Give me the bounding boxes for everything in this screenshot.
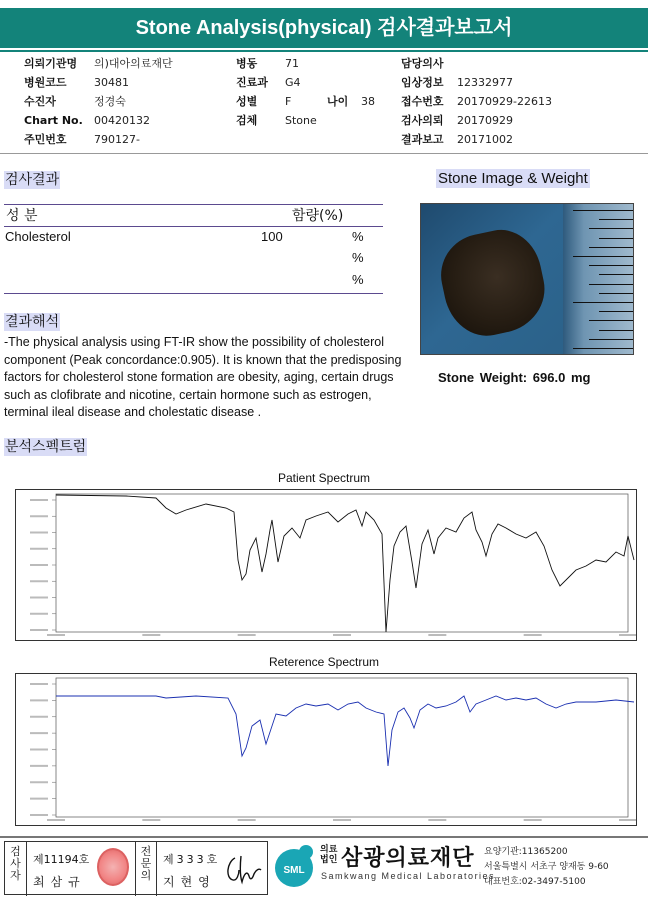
ruler-tick: [573, 302, 633, 303]
stone-weight-label: Stone Weight:: [438, 370, 528, 385]
y-tick-label: [30, 564, 48, 566]
spectrum-section-title: 분석스펙트럼: [5, 439, 87, 455]
footer-divider: [0, 836, 648, 838]
info-value: 71: [285, 57, 299, 70]
interpretation-text: -The physical analysis using FT-IR show the possibility of cholesterol component (Peak concordance:0.905). It is known that the predisposing factors for cholesterol stone formation are obesity, aging, certain drugs such as clofibrate and nicotine, certain hormone such as estrogen, terminal ileal disease and cholestatic disease .: [4, 335, 402, 419]
x-tick-label: [333, 634, 351, 636]
reference-spectrum-title: Reterence Spectrum: [268, 655, 380, 669]
info-row-clinical-info: [401, 73, 552, 92]
cell-unit: %: [352, 250, 364, 265]
info-row-sex-age: [236, 92, 375, 111]
stone-weight-unit: mg: [570, 370, 591, 385]
info-divider: [0, 153, 648, 154]
table-header-rule: [4, 226, 383, 227]
info-row-doctor: [401, 54, 552, 73]
stone-section-title: Stone Image & Weight: [438, 170, 588, 187]
ruler-tick: [589, 320, 633, 321]
y-tick-label: [30, 716, 48, 718]
info-row-hospital-code: [24, 73, 173, 92]
ruler-tick: [573, 256, 633, 257]
info-value-age: 38: [361, 95, 375, 108]
y-tick-label: [30, 580, 48, 582]
info-label: 결과보고: [401, 133, 444, 146]
y-tick-label: [30, 532, 48, 534]
info-row-resident-no: [24, 130, 173, 149]
specialist-license-no: 제333호: [163, 853, 221, 866]
examiner-license-no: 제11194호: [33, 853, 90, 866]
info-value: G4: [285, 76, 301, 89]
info-row-receipt-no: [401, 92, 552, 111]
ruler-tick: [589, 228, 633, 229]
info-label-age: 나이: [327, 95, 349, 108]
results-section-title: 검사결과: [5, 172, 60, 188]
info-value: 정경숙: [94, 95, 126, 108]
specialist-name: 지현영: [163, 875, 216, 889]
y-tick-label: [30, 781, 48, 783]
ruler-tick: [599, 311, 633, 312]
info-row-specimen: [236, 111, 375, 130]
plot-frame: [56, 494, 628, 632]
info-value: 30481: [94, 76, 129, 89]
ruler-tick: [589, 265, 633, 266]
cell-component: Cholesterol: [5, 229, 71, 244]
y-tick-label: [30, 597, 48, 599]
info-label: 임상정보: [401, 76, 444, 89]
institution-code: 요양기관:11365200: [484, 847, 568, 857]
logo-badge-text: SML: [283, 865, 305, 876]
info-value: 00420132: [94, 114, 150, 127]
y-tick-label: [30, 515, 48, 517]
y-tick-label: [30, 814, 48, 816]
x-tick-label: [619, 819, 636, 821]
info-row-ward: [236, 54, 375, 73]
info-value: 20170929: [457, 114, 513, 127]
ruler-tick: [599, 274, 633, 275]
stone-weight-value: 696.0: [532, 370, 566, 385]
reference-spectrum-line: [56, 696, 634, 766]
examiner-seal-icon: [97, 848, 129, 886]
patient-spectrum-title: Patient Spectrum: [277, 471, 371, 485]
reference-spectrum-plot: [15, 673, 637, 826]
info-row-patient: [24, 92, 173, 111]
info-label: 주민번호: [24, 133, 67, 146]
x-tick-label: [142, 634, 160, 636]
ruler-tick: [599, 293, 633, 294]
info-value: 790127-: [94, 133, 140, 146]
info-value-sex: F: [285, 95, 292, 108]
stone-photo: [420, 203, 634, 355]
info-row-department: [236, 73, 375, 92]
stone-weight: [438, 370, 590, 385]
x-tick-label: [524, 634, 542, 636]
y-tick-label: [30, 613, 48, 615]
info-value: 12332977: [457, 76, 513, 89]
plot-frame: [56, 678, 628, 817]
col-header-amount: 함량(%): [292, 208, 344, 224]
sml-logo-icon: [272, 842, 316, 890]
ruler-tick: [599, 238, 633, 239]
info-row-institution: [24, 54, 173, 73]
ruler-tick: [589, 247, 633, 248]
x-tick-label: [428, 819, 446, 821]
lab-contact-info: [484, 845, 609, 890]
examiner-label: 검 사 자: [5, 842, 27, 896]
info-label: 병동: [236, 57, 258, 70]
info-label: 진료과: [236, 76, 268, 89]
ruler-tick: [589, 284, 633, 285]
info-label: 수진자: [24, 95, 56, 108]
info-label: 담당의사: [401, 57, 444, 70]
info-label: 성별: [236, 95, 258, 108]
x-tick-label: [524, 819, 542, 821]
y-tick-label: [30, 798, 48, 800]
table-bottom-rule: [4, 293, 383, 294]
x-tick-label: [428, 634, 446, 636]
y-tick-label: [30, 765, 48, 767]
logo-name: 삼광의료재단: [341, 846, 475, 871]
y-tick-label: [30, 548, 48, 550]
info-column-2: [236, 54, 375, 130]
y-tick-label: [30, 749, 48, 751]
header-divider: [0, 50, 648, 52]
ruler-tick: [599, 219, 633, 220]
y-tick-label: [30, 629, 48, 631]
ruler-tick: [599, 330, 633, 331]
logo-subtitle: Samkwang Medical Laboratories: [321, 871, 496, 881]
interpretation-section-title: 결과해석: [5, 314, 60, 330]
ruler-tick: [589, 339, 633, 340]
logo-prefix: 의료 법인: [320, 845, 338, 865]
info-value: Stone: [285, 114, 317, 127]
y-tick-label: [30, 683, 48, 685]
info-label: 의뢰기관명: [24, 57, 78, 70]
cell-unit: %: [352, 272, 364, 287]
ruler-image: [563, 204, 633, 355]
info-value: 의)대아의료재단: [94, 57, 173, 70]
info-label: 검사의뢰: [401, 114, 444, 127]
cell-unit: %: [352, 229, 364, 244]
x-tick-label: [47, 819, 65, 821]
info-label: 접수번호: [401, 95, 444, 108]
y-tick-label: [30, 732, 48, 734]
info-row-request-date: [401, 111, 552, 130]
info-column-1: [24, 54, 173, 149]
info-value: 20171002: [457, 133, 513, 146]
x-tick-label: [47, 634, 65, 636]
info-label: 검체: [236, 114, 258, 127]
info-label: 병원코드: [24, 76, 67, 89]
x-tick-label: [238, 634, 256, 636]
stone-specimen-image: [433, 223, 552, 344]
info-column-3: [401, 54, 552, 149]
y-tick-label: [30, 699, 48, 701]
x-tick-label: [238, 819, 256, 821]
address: 서울특별시 서초구 양재동 9-60: [484, 862, 609, 872]
specialist-label: 전 문 의: [135, 842, 157, 896]
x-tick-label: [333, 819, 351, 821]
ruler-tick: [573, 348, 633, 349]
report-title: Stone Analysis(physical) 검사결과보고서: [0, 8, 648, 48]
signature-icon: [223, 852, 263, 886]
phone-number: 대표번호:02-3497-5100: [484, 877, 586, 887]
y-tick-label: [30, 499, 48, 501]
patient-spectrum-line: [56, 495, 634, 632]
info-label: Chart No.: [24, 114, 83, 127]
info-value: 20170929-22613: [457, 95, 552, 108]
info-row-chart-no: [24, 111, 173, 130]
col-header-component: 성 분: [6, 208, 38, 224]
examiner-name: 최삼규: [33, 875, 86, 889]
patient-spectrum-plot: [15, 489, 637, 641]
x-tick-label: [142, 819, 160, 821]
ruler-tick: [573, 210, 633, 211]
cell-amount: 100: [261, 229, 283, 244]
info-row-report-date: [401, 130, 552, 149]
x-tick-label: [619, 634, 636, 636]
signature-box: [4, 841, 268, 895]
